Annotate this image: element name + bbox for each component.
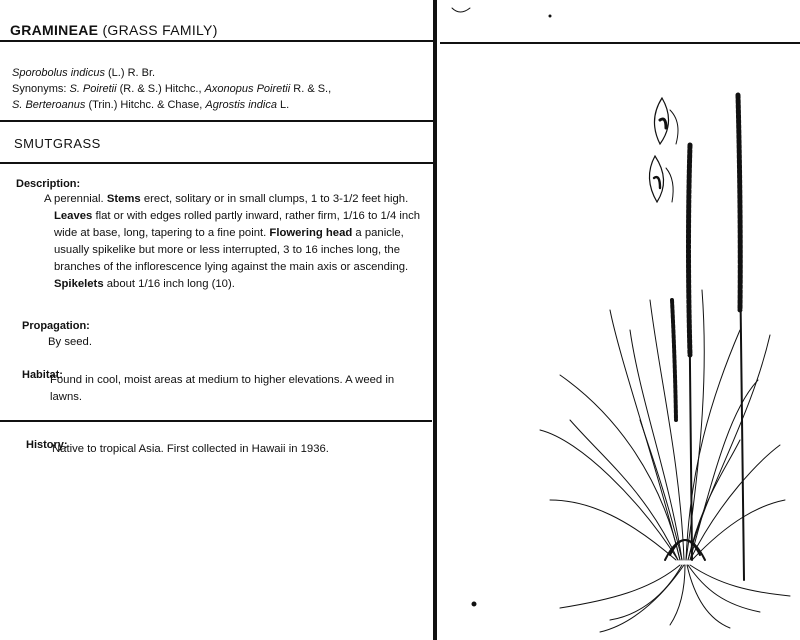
synonym-name: Axonopus Poiretii bbox=[204, 83, 291, 95]
synonym-name: S. Poiretii bbox=[69, 83, 117, 95]
family-common-name: (GRASS FAMILY) bbox=[102, 22, 218, 38]
propagation-text: By seed. bbox=[48, 336, 92, 348]
common-name-rule bbox=[0, 162, 436, 164]
book-spine bbox=[433, 0, 437, 640]
habitat-text: Found in cool, moist areas at medium to higher elevations. A weed in lawns. bbox=[50, 374, 395, 403]
history-heading: History: bbox=[26, 439, 68, 451]
synonyms-line-1 bbox=[12, 82, 331, 97]
description-segment: a panicle, usually spikelike but more or less interrupted, 3 to 16 inches long, the branches of the inflorescence lying against the main axis or ascending. bbox=[54, 227, 409, 273]
synonym-name: Agrostis indica bbox=[205, 99, 277, 111]
synonym-author: R. & S., bbox=[293, 83, 332, 95]
synonyms-rule bbox=[0, 120, 436, 122]
synonym-author: (Trin.) Hitchc. & Chase, bbox=[88, 99, 203, 111]
habitat-heading: Habitat: bbox=[22, 369, 63, 381]
description-text bbox=[44, 191, 424, 293]
synonym-name: S. Berteroanus bbox=[12, 99, 86, 111]
description-segment: flat or with edges rolled partly inward, rather firm, 1/16 to 1/4 inch wide at base, long, tapering to a fine point. bbox=[54, 210, 421, 239]
description-term: Flowering head bbox=[269, 227, 353, 239]
habitat-rule bbox=[0, 420, 432, 422]
description-heading: Description: bbox=[16, 178, 81, 190]
species-name: Sporobolus indicus bbox=[12, 67, 105, 79]
description-term: Leaves bbox=[54, 210, 93, 222]
smutgrass-illustration bbox=[440, 0, 800, 640]
family-title bbox=[10, 22, 218, 38]
common-name: SMUTGRASS bbox=[14, 136, 101, 151]
right-page bbox=[440, 0, 800, 640]
description-segment: erect, solitary or in small clumps, 1 to 3-1/2 feet high. bbox=[140, 193, 409, 205]
synonyms-label: Synonyms: bbox=[12, 83, 67, 95]
header-rule bbox=[0, 40, 436, 42]
species-author: (L.) R. Br. bbox=[108, 67, 156, 79]
family-name: GRAMINEAE bbox=[10, 22, 99, 38]
description-term: Stems bbox=[106, 193, 141, 205]
propagation-heading: Propagation: bbox=[22, 320, 90, 332]
history-text: Native to tropical Asia. First collected in Hawaii in 1936. bbox=[52, 443, 329, 455]
synonym-author: (R. & S.) Hitchc., bbox=[119, 83, 202, 95]
synonym-author: L. bbox=[280, 99, 290, 111]
synonyms-line-2 bbox=[12, 98, 289, 113]
description-segment: about 1/16 inch long (10). bbox=[103, 278, 235, 290]
description-segment: A perennial. bbox=[44, 193, 107, 205]
species-line bbox=[12, 66, 155, 81]
description-term: Spikelets bbox=[54, 278, 104, 290]
